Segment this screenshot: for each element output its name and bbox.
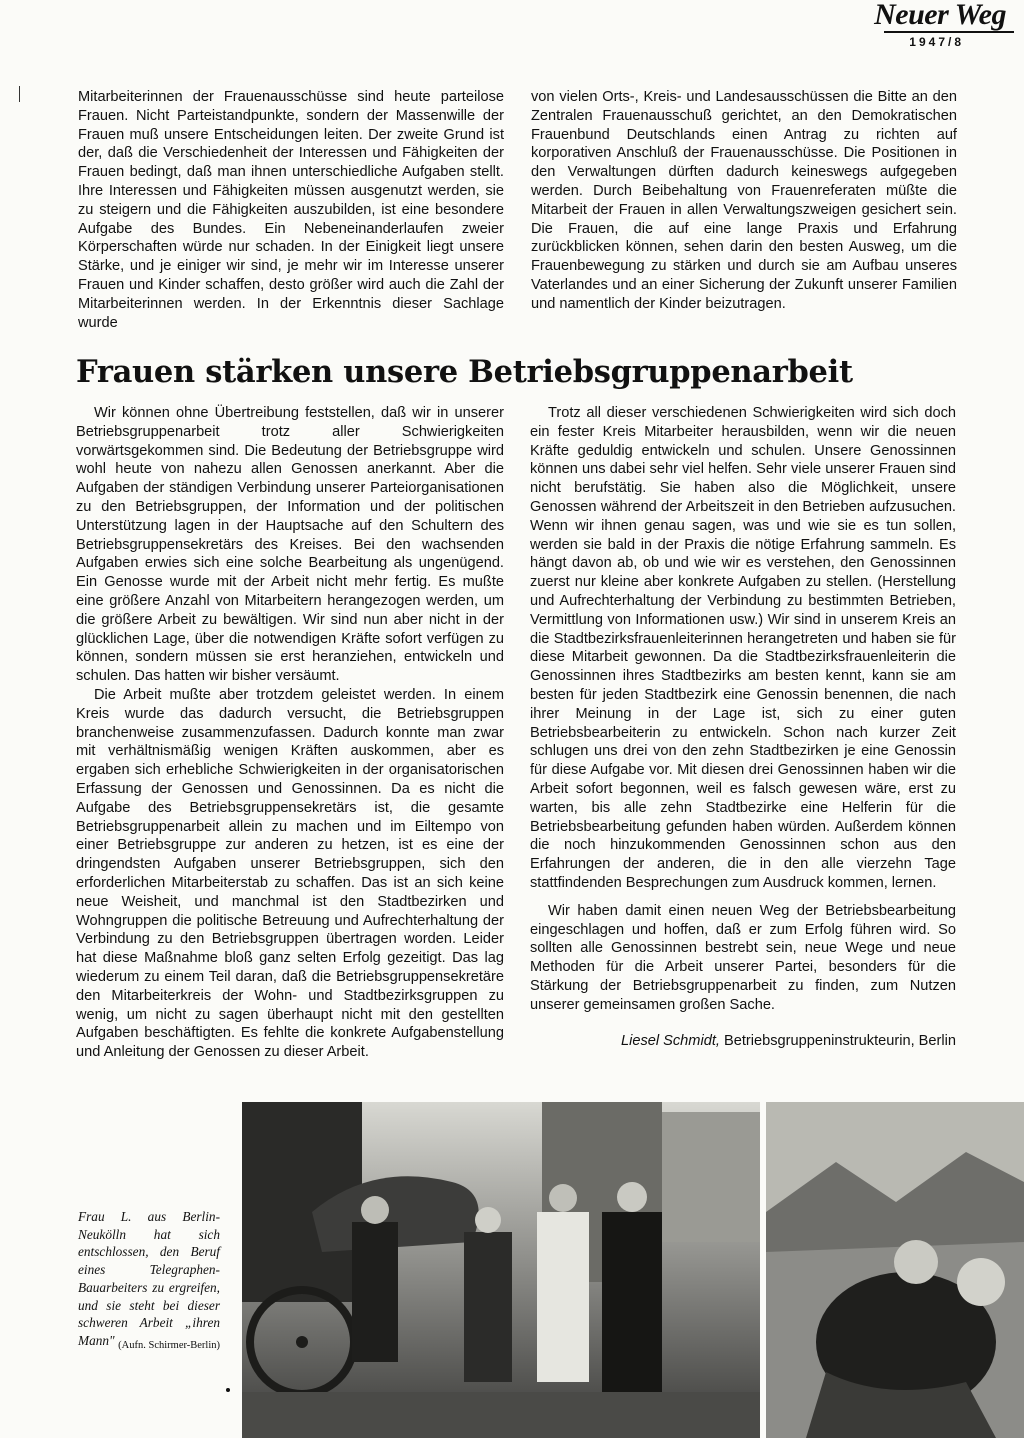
paragraph: von vielen Orts-, Kreis- und Landesausschüssen die Bitte an den Zentralen Frauenausschuß gerichtet, an den Demokratischen Frauenbund Deutschlands einen Antrag zu richten auf korporativen Anschluß der Frauenausschüsse. Die Positionen in den Verwaltungen dürften dadurch keineswegs aufgegeben werden. Durch Beibehaltung von Frauenreferaten müßte die Mitarbeit der Frauen in allen Verwaltungszweigen gesichert sein. Die Frauen, die auf eine lange Praxis und Erfahrung zurückblicken können, sehen darin den besten Ausweg, um die Frauenbewegung zu stärken und durch sie am Aufbau unseres Vaterlandes und an einer Sicherung der Zukunft unserer Familien und namentlich der Kinder beizutragen. (531, 89, 957, 312)
author-signature (530, 1032, 956, 1051)
paragraph: Trotz all dieser verschiedenen Schwierigkeiten wird sich doch ein fester Kreis Mitarbeiter herausbilden, wenn wir die neuen Kräfte geduldig entwickeln und schulen. Unsere Genossinnen können uns dabei sehr viel helfen. Sehr viele unserer Frauen sind nicht berufstätig. Sie haben also die Möglichkeit, unsere Genossen während der Arbeitszeit in den Betrieben aufzusuchen. Wenn wir ihnen genau sagen, was und wie sie es tun sollen, werden sie bald in der Praxis die nötige Erfahrung sammeln. Es hängt davon ab, ob und wie wir es verstehen, den Genossinnen zuerst nur kleine aber konkrete Aufgaben zu stellen. (Herstellung und Aufrechterhaltung der Verbindung zu bestimmten Betrieben, Vermittlung von Informationen usw.) Wir sind in unserem Kreis an die Stadtbezirksfrauenleiterinnen herangetreten und haben sie für diese Mitarbeit gewonnen. Da die Stadtbezirksfrauenleiterin die Genossinnen ihres Stadtbezirks am besten kennt, kann sie am besten für jeden Stadtbezirk eine Genossin benennen, die nach ihrer Meinung in der Lage ist, sich zu einer guten Betriebsbearbeiterin zu entwickeln. Schon nach kurzer Zeit schlugen uns drei von den zehn Stadtbezirken je eine Genossin für diese Aufgabe vor. Mit diesen drei Genossinnen haben wir die Arbeit sofort begonnen, weil es falsch gewesen wäre, erst zu warten, bis alle zehn Stadtbezirke eine Helferin für die Betriebsbearbeitung gefunden haben würden. Außerdem können die noch hinzukommenden Genossinnen schon aus den Erfahrungen der anderen, die in den alle vierzehn Tage stattfindenden Besprechungen zum Ausdruck kommen, lernen. (530, 405, 956, 891)
paragraph: Wir haben damit einen neuen Weg der Betriebsbearbeitung eingeschlagen und hoffen, daß er zum Erfolg führen wird. So sollten alle Genossinnen bestrebt sein, neue Wege und neue Methoden für die Arbeit unserer Partei, besonders für die Stärkung der Betriebsgruppenarbeit zu finden, zum Nutzen unserer gemeinsamen großen Sache. (530, 902, 956, 1013)
paragraph: Wir können ohne Übertreibung feststellen, daß wir in unserer Betriebsgruppenarbeit trotz aller Schwierigkeiten vorwärtsgekommen sind. Die Bedeutung der Betriebsgruppe wird wohl heute von nahezu allen Genossen anerkannt. Aber die Aufgaben der ständigen Verbindung unserer Parteiorganisationen zu den Betriebsgruppen, der Information und der politischen Unterstützung lagen in der Hauptsache auf den Schultern des Betriebsgruppensekretärs des Kreises. Bei den wachsenden Aufgaben erwies sich eine solche Bearbeitung als ungenügend. Ein Genosse wurde mit der Arbeit nicht mehr fertig. Es mußte eine größere Anzahl von Mitarbeitern herangezogen werden, um die größere Arbeit zu bewältigen. Wir sind nun aber nicht in der glücklichen Lage, über die notwendigen Kräfte sofort verfügen zu können, sondern müssen sie erst heranziehen, entwickeln und schulen. Das hatten wir bisher versäumt. (76, 405, 504, 685)
masthead-title: Neuer Weg (874, 0, 1006, 31)
margin-mark (19, 86, 20, 102)
paragraph: Mitarbeiterinnen der Frauenausschüsse sind heute parteilose Frauen. Nicht Parteistandpunkte, sondern der Massenwille der Frauen muß unsere Entscheidungen leiten. Der zweite Grund ist der, daß die Verschiedenheit der Interessen und Fähigkeiten der Frauen bedingt, daß man ihnen unterschiedliche Aufgaben stellt. Ihre Interessen und Fähigkeiten müssen ausgenutzt werden, sie zu steigern und die Fähigkeiten auszubilden, ist eine besondere Aufgabe des Bundes. Ein Nebeneinanderlaufen zweier Körperschaften würde nur schaden. In der Einigkeit liegt unsere Stärke, und je einiger wir sind, je mehr wir im Interesse unserer Frauen und Kinder schaffen, desto größer wird auch die Zahl der Mitarbeiterinnen werden. In der Erkenntnis dieser Sachlage wurde (78, 89, 504, 331)
photo-workers-closeup (766, 1102, 1024, 1438)
continued-text-left-column (78, 88, 504, 332)
masthead-rule (884, 31, 1014, 33)
issue-number: 1947/8 (909, 35, 964, 49)
photo-workers-group-image (242, 1102, 760, 1438)
photo-credit: (Aufn. Schirmer-Berlin) (118, 1340, 220, 1351)
paragraph: Die Arbeit mußte aber trotzdem geleistet werden. In einem Kreis wurde das dadurch versucht, die Betriebsgruppen branchenweise zusammenzufassen. Dadurch konnte man zwar mit verhältnismäßig wenigen Kräften auskommen, aber es ergaben sich erhebliche Schwierigkeiten in der organisatorischen Erfassung der Genossen und Genossinnen. Da es nicht die Aufgabe des Betriebsgruppensekretärs ist, die gesamte Betriebsgruppenarbeit allein zu machen und im Eiltempo von einer Betriebsgruppe zur anderen zu hetzen, ist es eine der dringendsten Aufgaben unserer Betriebsgruppen, sich den erforderlichen Mitarbeiterstab zu schaffen. Das ist an sich keine neue Weisheit, und manchmal ist den Stadtbezirken und Wohngruppen die politische Betreuung und Aufrechterhaltung der Verbindung zu den Betriebsgruppen übertragen worden. Leider hat diese Maßnahme bloß ganz selten Erfolg gezeitigt. Das lag wiederum zu einem Teil daran, daß die Betriebsgruppensekretäre den Mitarbeiterkreis der Wohn- und Stadtbezirksgruppen zu wenig, um nicht zu sagen überhaupt nicht mit den gestellten Aufgaben beschäftigten. Es fehlte die konkrete Aufgabenstellung und Anleitung der Genossen zu dieser Arbeit. (76, 686, 504, 1061)
masthead (854, 0, 1024, 56)
article-headline: Frauen stärken unsere Betriebsgruppenarbeit (76, 354, 853, 390)
continued-text-right-column (531, 88, 957, 314)
author-role: Betriebsgruppeninstrukteurin, Berlin (719, 1033, 956, 1049)
photo-workers-closeup-image (766, 1102, 1024, 1438)
article-right-column (530, 404, 956, 1015)
decorative-dot (226, 1388, 230, 1392)
article-left-column (76, 404, 504, 1062)
photo-caption: Frau L. aus Berlin-Neukölln hat sich entschlossen, den Beruf eines Telegraphen-Bauarbeiters zu ergreifen, und sie steht bei dieser schweren Arbeit „ihren Mann" (78, 1209, 220, 1348)
photo-workers-group (242, 1102, 760, 1438)
author-name: Liesel Schmidt, (620, 1033, 720, 1049)
